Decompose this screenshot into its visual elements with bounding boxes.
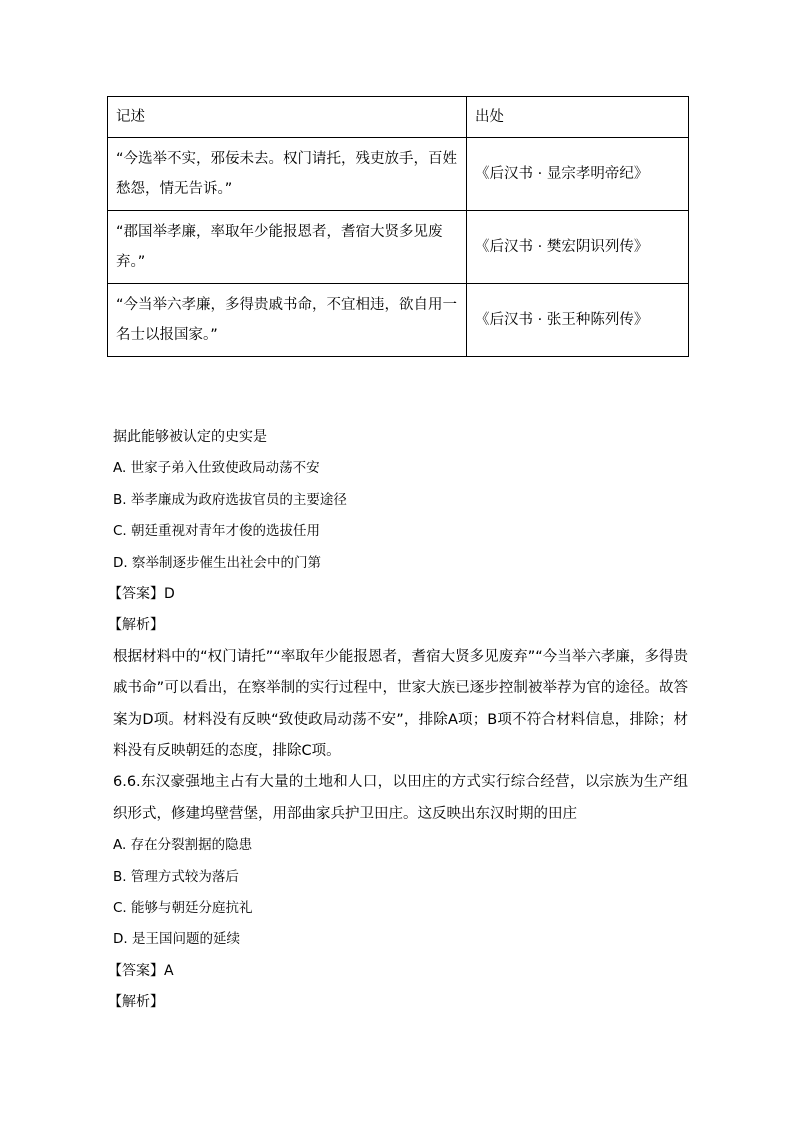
table-cell-statement: “今当举六孝廉，多得贵戚书命，不宜相违，欲自用一名士以报国家。” <box>108 284 467 357</box>
question-6-option-b: B. 管理方式较为落后 <box>113 868 239 885</box>
table-cell-source: 《后汉书 · 显宗孝明帝纪》 <box>467 138 689 211</box>
question-6-option-d: D. 是王国问题的延续 <box>113 931 240 948</box>
source-table-container <box>107 96 689 357</box>
question-6-stem: 6.6.东汉豪强地主占有大量的土地和人口，以田庄的方式实行综合经营，以宗族为生产组织形式，修建坞壁营堡，用部曲家兵护卫田庄。这反映出东汉时期的田庄 <box>113 774 688 822</box>
question-6-analysis-label: 【解析】 <box>108 994 164 1011</box>
question-5-option-c: C. 朝廷重视对青年才俊的选拔任用 <box>113 523 321 540</box>
question-5-option-b: B. 举孝廉成为政府选拔官员的主要途径 <box>113 491 347 508</box>
question-6-option-a: A. 存在分裂割据的隐患 <box>113 837 253 854</box>
question-content <box>108 422 688 1019</box>
question-5-analysis-text: 根据材料中的“权门请托”“率取年少能报恩者，耆宿大贤多见废弃”“今当举六孝廉，多得贵戚书命”可以看出，在察举制的实行过程中，世家大族已逐步控制被举荐为官的途径。故答案为D项。材料没有反映“致使政局动荡不安”，排除A项；B项不符合材料信息，排除；材料没有反映朝廷的态度，排除C项。 <box>113 648 688 759</box>
question-6-option-c: C. 能够与朝廷分庭抗礼 <box>113 899 253 916</box>
table-header-statement: 记述 <box>108 97 467 138</box>
table-row <box>108 284 689 357</box>
question-5-option-d: D. 察举制逐步催生出社会中的门第 <box>113 554 321 571</box>
table-cell-statement: “郡国举孝廉，率取年少能报恩者，耆宿大贤多见废弃。” <box>108 211 467 284</box>
table-header-row <box>108 97 689 138</box>
question-5-option-a: A. 世家子弟入仕致使政局动荡不安 <box>113 460 320 477</box>
table-header-source: 出处 <box>467 97 689 138</box>
question-5-stem: 据此能够被认定的史实是 <box>113 429 267 445</box>
table-row <box>108 138 689 211</box>
table-row <box>108 211 689 284</box>
source-table <box>107 96 689 357</box>
table-cell-source: 《后汉书 · 张王种陈列传》 <box>467 284 689 357</box>
question-5-answer: 【答案】D <box>108 585 175 602</box>
question-5-analysis-label: 【解析】 <box>108 617 164 634</box>
table-cell-source: 《后汉书 · 樊宏阴识列传》 <box>467 211 689 284</box>
table-cell-statement: “今选举不实，邪佞未去。权门请托，残吏放手，百姓愁怨，情无告诉。” <box>108 138 467 211</box>
question-6-answer: 【答案】A <box>108 962 174 979</box>
